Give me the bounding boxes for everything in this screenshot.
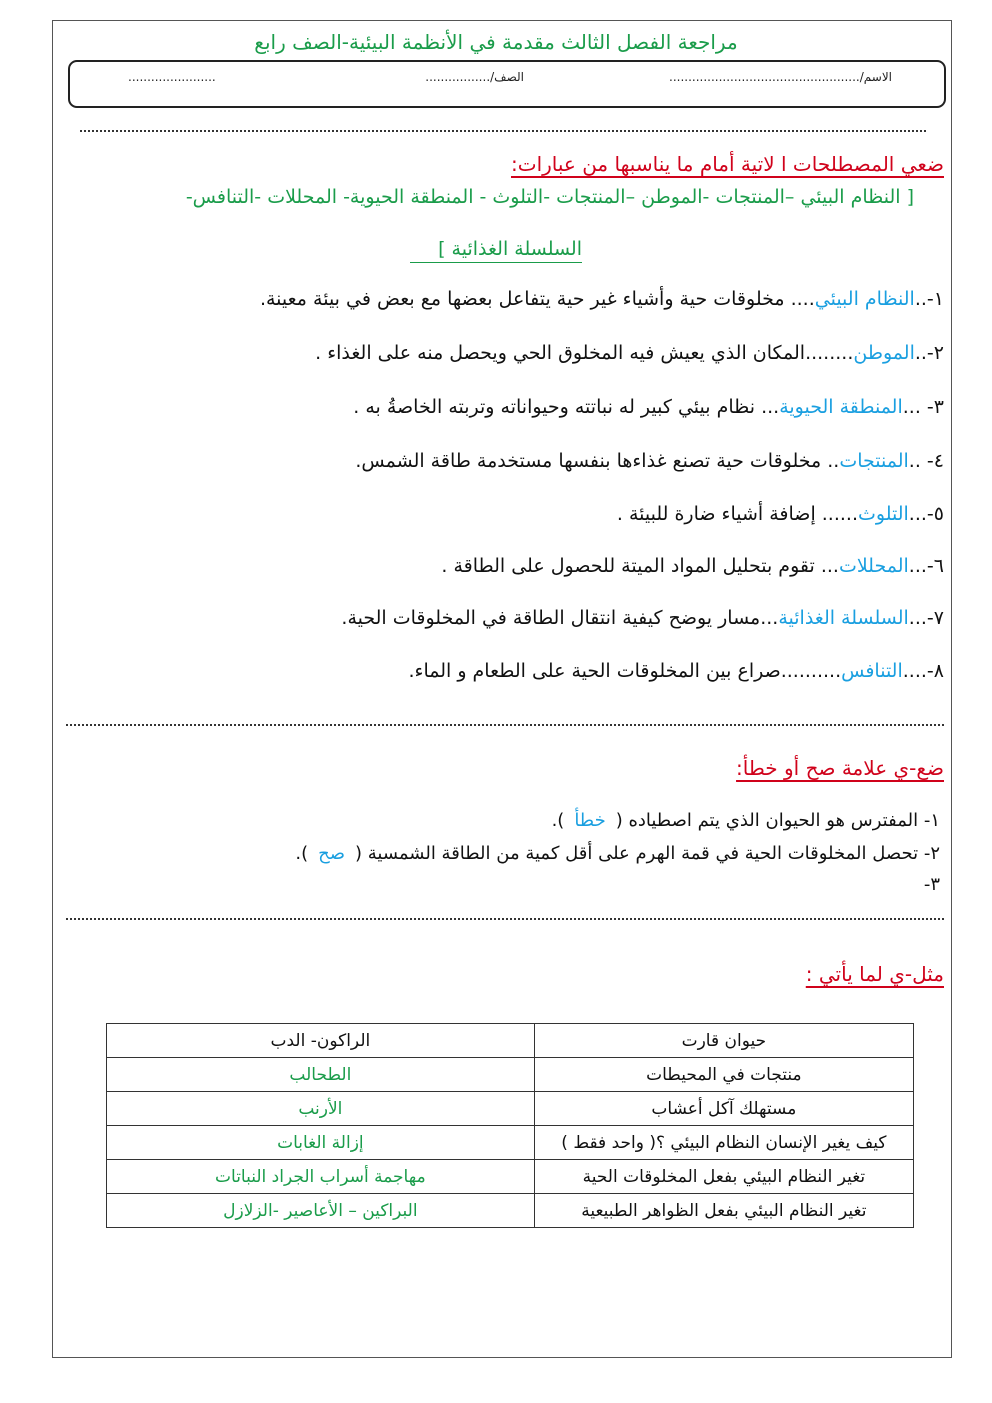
- definition-item: [260, 288, 944, 310]
- definition-item: [315, 342, 944, 364]
- true-false-item: [295, 843, 940, 864]
- item-close: ).: [551, 810, 565, 831]
- row-question: حيوان قارت: [534, 1024, 913, 1058]
- item-number: ٢-..: [914, 342, 944, 364]
- item-number: ٣-: [923, 874, 940, 895]
- item-text: ..........صراع بين المخلوقات الحية على الطعام و الماء.: [408, 660, 842, 682]
- section2-heading: ضع-ي علامة صح أو خطأ:: [736, 756, 944, 780]
- true-false-item: [904, 874, 940, 895]
- section3-heading: مثل-ي لما يأتي :: [805, 962, 944, 986]
- item-answer: التلوث: [858, 503, 909, 525]
- row-question: كيف يغير الإنسان النظام البيئي ؟( واحد فقط ): [534, 1126, 913, 1160]
- item-close: ).: [295, 843, 309, 864]
- item-text: تحصل المخلوقات الحية في قمة الهرم على أقل كمية من الطاقة الشمسية (: [355, 843, 919, 864]
- name-label: الاسم/..................................................: [669, 70, 892, 84]
- item-text: المفترس هو الحيوان الذي يتم اصطياده (: [615, 810, 919, 831]
- row-answer: الأرنب: [107, 1092, 535, 1126]
- row-answer: مهاجمة أسراب الجراد النباتات: [107, 1160, 535, 1194]
- row-question: تغير النظام البيئي بفعل الظواهر الطبيعية: [534, 1194, 913, 1228]
- definition-item: [353, 396, 944, 418]
- item-answer: التنافس: [841, 660, 903, 682]
- row-answer: الراكون- الدب: [107, 1024, 535, 1058]
- definition-item: [617, 503, 944, 525]
- table-row: [107, 1058, 914, 1092]
- page-title: مراجعة الفصل الثالث مقدمة في الأنظمة البيئية-الصف رابع: [254, 30, 738, 54]
- definition-item: [355, 450, 944, 472]
- item-answer: الموطن: [853, 342, 915, 364]
- row-answer: البراكين – الأعاصير -الزلازل: [107, 1194, 535, 1228]
- item-answer: المنتجات: [839, 450, 909, 472]
- item-number: ٢-: [923, 843, 940, 864]
- divider: [66, 918, 944, 920]
- item-text: ...مسار يوضح كيفية انتقال الطاقة في المخلوقات الحية.: [341, 607, 779, 629]
- item-number: ٤- ..: [908, 450, 944, 472]
- terms-list-line1: [ النظام البيئي –المنتجات -الموطن –المنتجات -التلوث - المنطقة الحيوية- المحللات -التنافس-: [185, 186, 914, 208]
- item-number: ١-: [923, 810, 940, 831]
- true-false-item: [552, 810, 940, 831]
- item-text: .... مخلوقات حية وأشياء غير حية يتفاعل بعضها مع بعض في بيئة معينة.: [259, 288, 815, 310]
- student-info-box: [68, 60, 946, 108]
- item-answer: [904, 874, 924, 895]
- item-number: ١-..: [914, 288, 944, 310]
- item-answer: المنطقة الحيوية: [779, 396, 903, 418]
- item-text: .. مخلوقات حية تصنع غذاءها بنفسها مستخدمة طاقة الشمس.: [355, 450, 840, 472]
- item-number: ٧-...: [908, 607, 944, 629]
- item-answer: صح: [318, 843, 345, 864]
- terms-underline: [410, 262, 582, 263]
- item-answer: السلسلة الغذائية: [778, 607, 909, 629]
- row-question: تغير النظام البيئي بفعل المخلوقات الحية: [534, 1160, 913, 1194]
- section1-heading: ضعي المصطلحات ا لاتية أمام ما يناسبها من عبارات:: [511, 152, 944, 176]
- table-row: [107, 1160, 914, 1194]
- terms-list-line2: السلسلة الغذائية ]: [438, 238, 582, 260]
- item-number: ٣- ...: [902, 396, 944, 418]
- item-number: ٨-....: [902, 660, 944, 682]
- definition-item: [441, 555, 944, 577]
- row-answer: الطحالب: [107, 1058, 535, 1092]
- row-question: مستهلك آكل أعشاب: [534, 1092, 913, 1126]
- examples-table: [106, 1023, 914, 1228]
- item-answer: خطأ: [574, 810, 606, 831]
- item-text: ........المكان الذي يعيش فيه المخلوق الحي ويحصل منه على الغذاء .: [315, 342, 854, 364]
- divider: [80, 130, 926, 132]
- class-dots: .......................: [128, 70, 216, 84]
- table-row: [107, 1092, 914, 1126]
- row-answer: إزالة الغابات: [107, 1126, 535, 1160]
- item-text: ... نظام بيئي كبير له نباتته وحيواناته وتربته الخاصةُ به .: [353, 396, 780, 418]
- definition-item: [341, 607, 944, 629]
- item-text: ... تقوم بتحليل المواد الميتة للحصول على الطاقة .: [441, 555, 839, 577]
- item-number: ٦-...: [908, 555, 944, 577]
- row-question: منتجات في المحيطات: [534, 1058, 913, 1092]
- class-label: الصف/.................: [425, 70, 524, 84]
- table-row: [107, 1024, 914, 1058]
- definition-item: [408, 660, 944, 682]
- table-row: [107, 1194, 914, 1228]
- item-answer: المحللات: [838, 555, 909, 577]
- item-answer: النظام البيئي: [814, 288, 915, 310]
- item-number: ٥-...: [908, 503, 944, 525]
- item-text: ...... إضافة أشياء ضارة للبيئة .: [616, 503, 858, 525]
- divider: [66, 724, 944, 726]
- table-row: [107, 1126, 914, 1160]
